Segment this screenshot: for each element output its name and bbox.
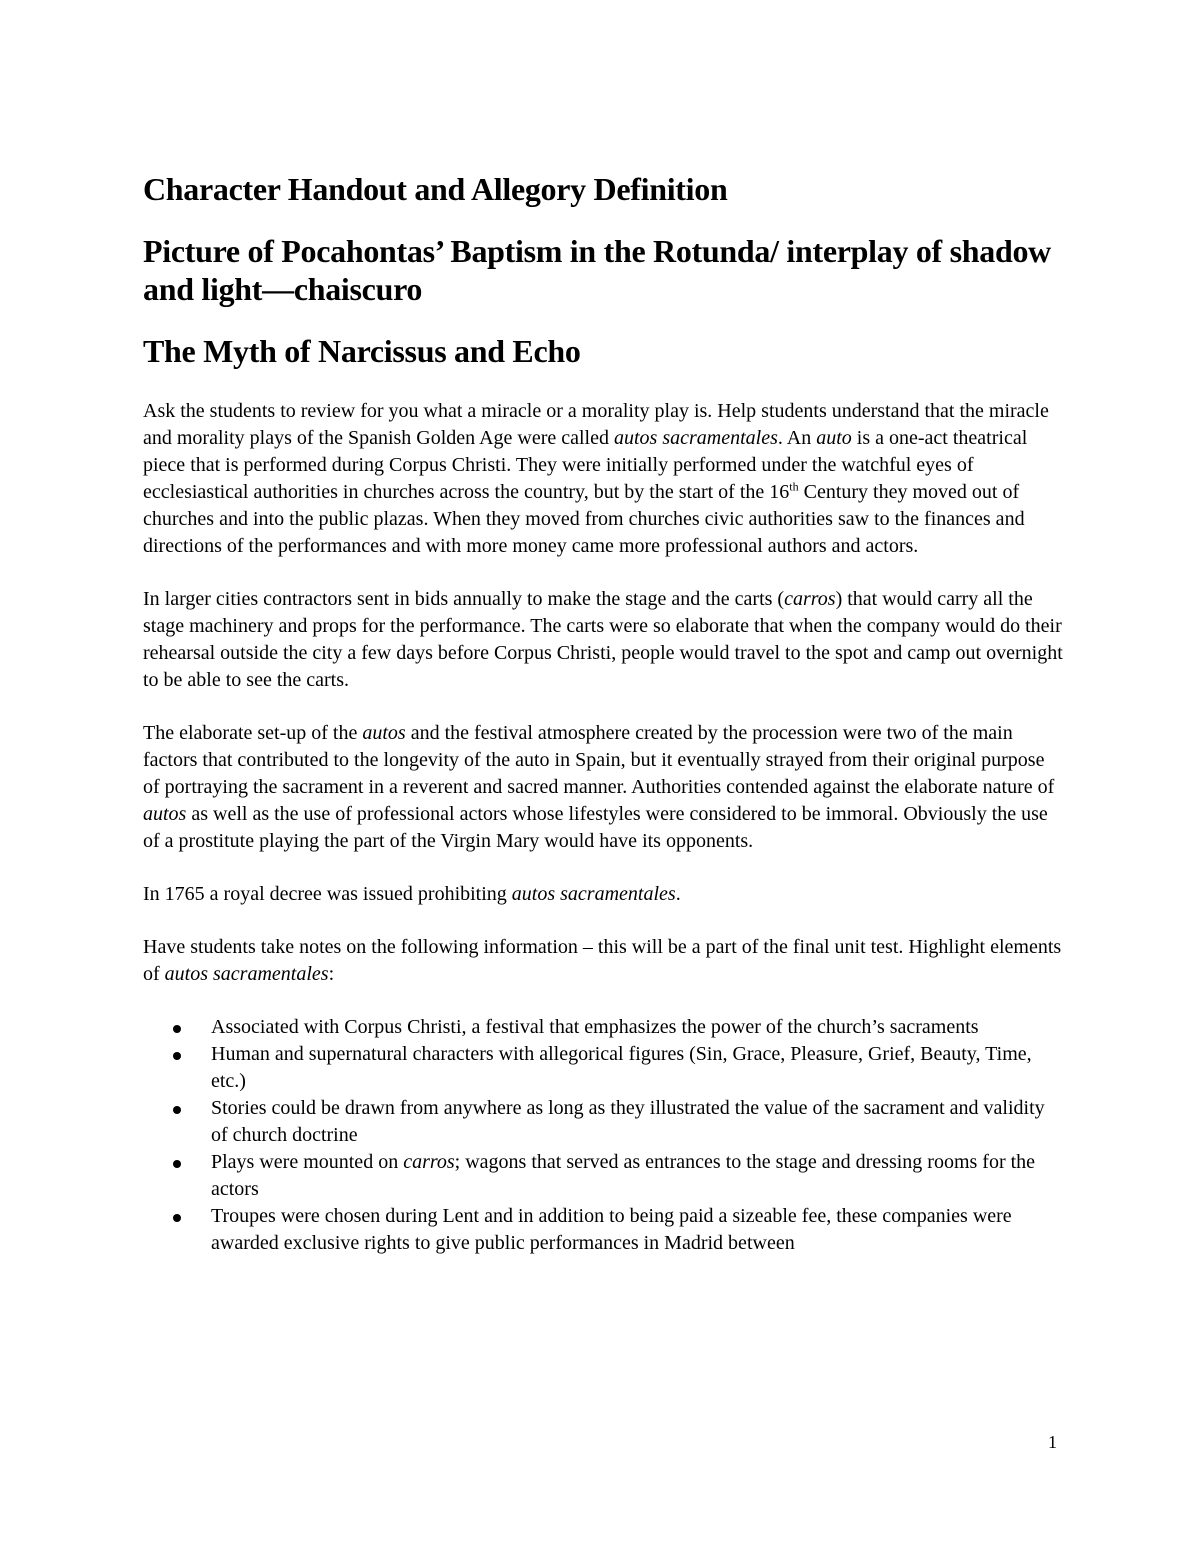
bullet-icon: [173, 1025, 181, 1033]
paragraph-autos-intro: Ask the students to review for you what a miracle or a morality play is. Help students understand that the miracle and morality plays of the Spanish Golden Age were called autos sacramentales. An auto is a one-act theatrical piece that is performed during Corpus Christi. They were initially performed under the watchful eyes of ecclesiastical authorities in churches across the country, but by the start of the 16th Century they moved out of churches and into the public plazas. When they moved from churches civic authorities saw to the finances and directions of the performances and with more money came more professional authors and actors.: [143, 400, 1049, 557]
paragraph-elaborate-setup: The elaborate set-up of the autos and the festival atmosphere created by the procession were two of the main factors that contributed to the longevity of the auto in Spain, but it eventually strayed from their original purpose of portraying the sacrament in a reverent and sacred manner. Authorities contended against the elaborate nature of autos as well as the use of professional actors whose lifestyles were considered to be immoral. Obviously the use of a prostitute playing the part of the Virgin Mary would have its opponents.: [143, 722, 1055, 852]
list-item: Troupes were chosen during Lent and in addition to being paid a sizeable fee, these companies were awarded exclusive rights to give public performances in Madrid between: [143, 1203, 1063, 1257]
list-item: Associated with Corpus Christi, a festival that emphasizes the power of the church’s sacraments: [143, 1014, 1063, 1041]
heading-character-handout: Character Handout and Allegory Definition: [143, 171, 728, 207]
bullet-icon: [173, 1106, 181, 1114]
page-number: 1: [1048, 1432, 1057, 1452]
bullet-list-autos-elements: [143, 1014, 1063, 1257]
bullet-icon: [173, 1052, 181, 1060]
list-item: Plays were mounted on carros; wagons that served as entrances to the stage and dressing rooms for the actors: [143, 1149, 1063, 1203]
list-item: Stories could be drawn from anywhere as long as they illustrated the value of the sacrament and validity of church doctrine: [143, 1095, 1063, 1149]
bullet-icon: [173, 1214, 181, 1222]
paragraph-royal-decree: In 1765 a royal decree was issued prohibiting autos sacramentales.: [143, 883, 681, 905]
paragraph-take-notes: Have students take notes on the following information – this will be a part of the final unit test. Highlight elements of autos sacramentales:: [143, 936, 1062, 985]
heading-narcissus-echo: The Myth of Narcissus and Echo: [143, 333, 581, 369]
list-item: Human and supernatural characters with allegorical figures (Sin, Grace, Pleasure, Grief, Beauty, Time, etc.): [143, 1041, 1063, 1095]
paragraph-carts: In larger cities contractors sent in bids annually to make the stage and the carts (carros) that would carry all the stage machinery and props for the performance. The carts were so elaborate that when the company would do their rehearsal outside the city a few days before Corpus Christi, people would travel to the spot and camp out overnight to be able to see the carts.: [143, 588, 1063, 691]
bullet-icon: [173, 1160, 181, 1168]
document-page: [143, 170, 1063, 1257]
heading-pocahontas-baptism: Picture of Pocahontas’ Baptism in the Rotunda/ interplay of shadow and light—chaiscuro: [143, 233, 1051, 307]
